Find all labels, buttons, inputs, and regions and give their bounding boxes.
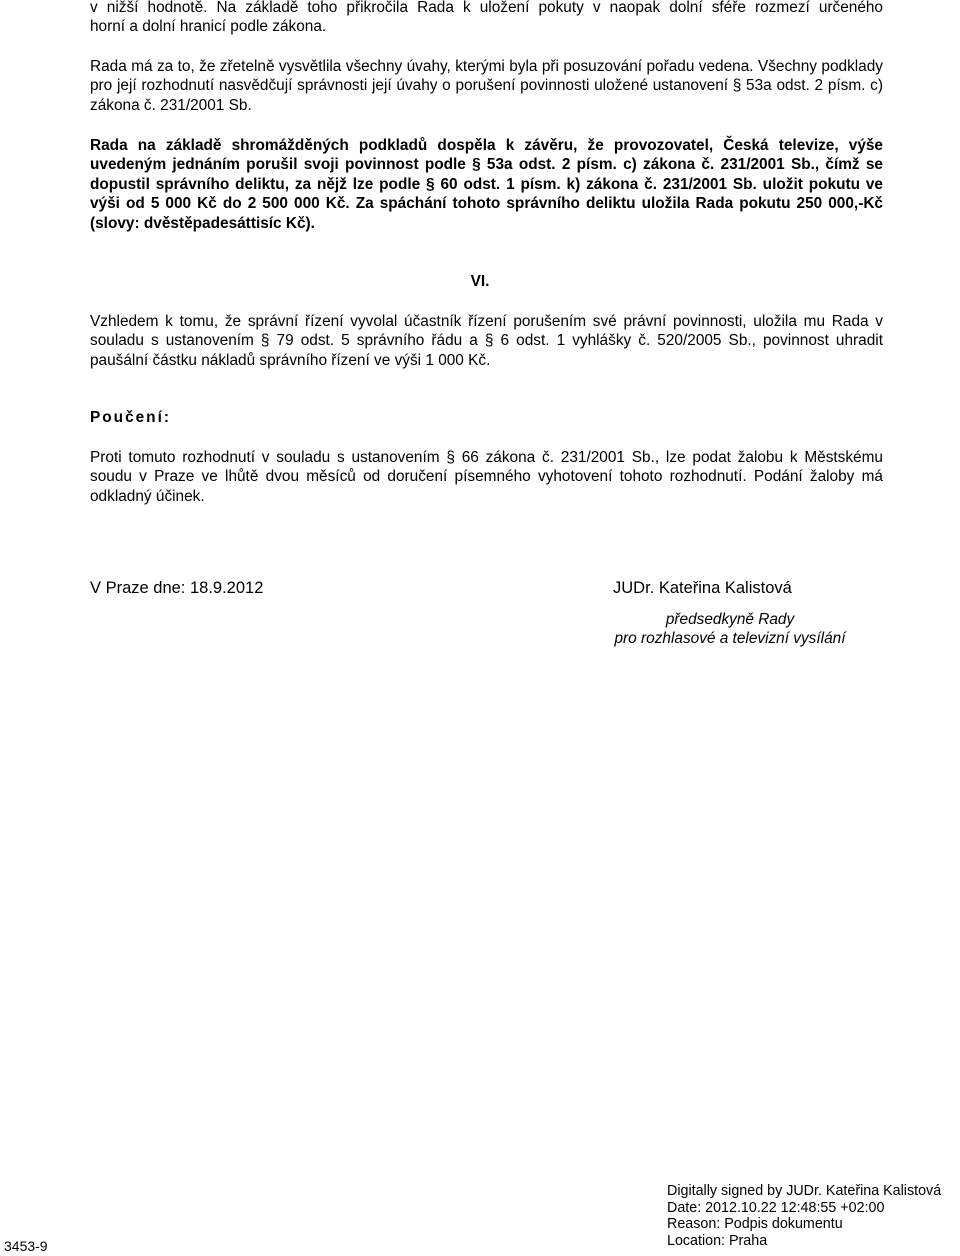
digital-signature-location: Location: Praha	[667, 1232, 768, 1249]
paragraph-conclusion: Rada na základě shromážděných podkladů dospěla k závěru, že provozovatel, Česká televize, výše uvedeným jednáním porušil svoji povinnost podle § 53a odst. 2 písm. c) zákona č. 231/2001 Sb., čímž se dopustil správního deliktu, za nějž lze podle § 60 odst. 1 písm. k) zákona č. 231/2001 Sb. uložit pokutu ve výši od 5 000 Kč do 2 500 000 Kč. Za spáchání tohoto správního deliktu uložila Rada pokutu 250 000,-Kč (slovy: dvěstěpadesáttisíc Kč).	[90, 137, 883, 232]
paragraph-instruction: Proti tomuto rozhodnutí v souladu s ustanovením § 66 zákona č. 231/2001 Sb., lze podat žalobu k Městskému soudu v Praze ve lhůtě dvou měsíců od doručení písemného vyhotovení tohoto rozhodnutí. Podání žaloby má odkladný účinek.	[90, 449, 883, 505]
signatory-organization: pro rozhlasové a televizní vysílání	[614, 630, 846, 647]
digital-signature-signer: Digitally signed by JUDr. Kateřina Kalistová	[667, 1183, 942, 1199]
paragraph-line: v nižší hodnotě. Na základě toho přikročila Rada k uložení pokuty v naopak dolní sféře rozmezí určeného	[90, 0, 883, 16]
place-and-date: V Praze dne: 18.9.2012	[90, 579, 264, 597]
signatory-name: JUDr. Kateřina Kalistová	[613, 579, 792, 597]
digital-signature-date: Date: 2012.10.22 12:48:55 +02:00	[667, 1199, 885, 1216]
paragraph-line: horní a dolní hranicí podle zákona.	[90, 18, 327, 36]
signatory-role: předsedkyně Rady	[665, 611, 795, 628]
instruction-heading: Poučení:	[90, 409, 171, 426]
paragraph-costs: Vzhledem k tomu, že správní řízení vyvolal účastník řízení porušením své právní povinnosti, uložila mu Rada v souladu s ustanovením § 79 odst. 5 správního řádu a § 6 odst. 1 vyhlášky č. 520/2005 Sb., povinnost uhradit paušální částku nákladů správního řízení ve výši 1 000 Kč.	[90, 313, 883, 369]
digital-signature-block	[667, 1183, 941, 1249]
page-number: 3453-9	[4, 1238, 48, 1254]
section-heading: VI.	[470, 273, 490, 290]
paragraph-reasoning: Rada má za to, že zřetelně vysvětlila všechny úvahy, kterými byla při posuzování pořadu vedena. Všechny podklady pro její rozhodnutí nasvědčují správnosti její úvahy o porušení povinnosti uložené ustanovení § 53a odst. 2 písm. c) zákona č. 231/2001 Sb.	[90, 58, 883, 114]
paragraph-continuation	[90, 0, 883, 37]
digital-signature-reason: Reason: Podpis dokumentu	[667, 1216, 843, 1233]
